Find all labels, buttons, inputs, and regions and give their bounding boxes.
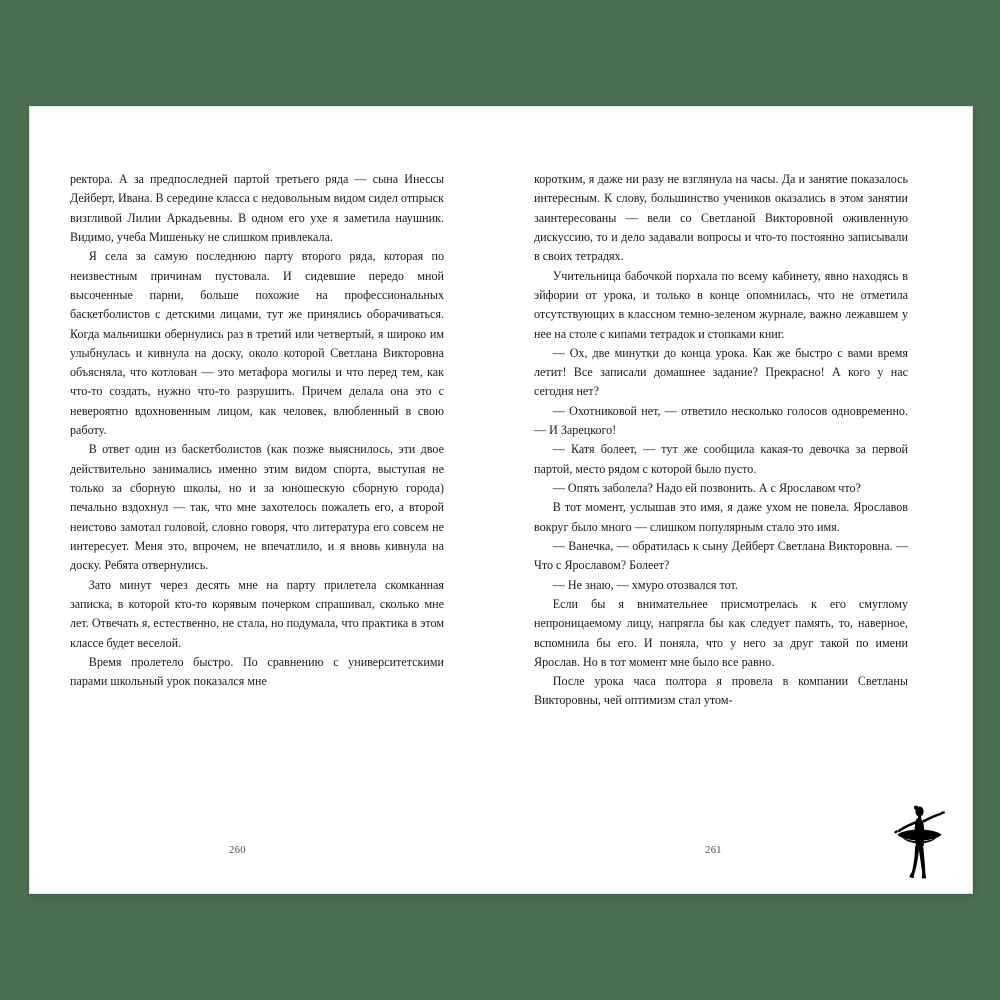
paragraph: Учительница бабочкой порхала по всему кабинету, явно находясь в эйфории от урока, и только в конце опомнилась, что не отметила отсутствующих в классном темно-зеленом журнале, важно лежавшем у нее на столе с кипами тетрадок и стопками книг. — [534, 268, 908, 341]
paragraph: Если бы я внимательнее присмотрелась к его смуглому непроницаемому лицу, напрягла бы как следует память, то, наверное, вспомнила бы его. И поняла, что у него за друг такой по имени Ярослав. Но в тот момент мне было все равно. — [534, 596, 908, 669]
paragraph: — Катя болеет, — тут же сообщила какая-то девочка за первой партой, место рядом с которой было пусто. — [534, 442, 908, 476]
paragraph: Время пролетело быстро. По сравнению с университетскими парами школьный урок показался мне — [70, 654, 444, 689]
paragraph: ректора. А за предпоследней партой третьего ряда — сына Инессы Дейберт, Ивана. В середине класса с недовольным видом сидел отпрыск визгливой Лилии Аркадьевны. В одном его ухе я заметила наушник. Видимо, учеба Мишеньку не слишком привлекала. — [70, 172, 444, 244]
paragraph: — Ох, две минутки до конца урока. Как же быстро с вами время летит! Все записали домашнее задание? Прекрасно! А кого у нас сегодня нет? — [534, 345, 908, 399]
paragraph: — Ванечка, — обратилась к сыну Дейберт Светлана Викторовна. — Что с Ярославом? Болеет? — [534, 538, 908, 573]
paragraph: После урока часа полтора я провела в компании Светланы Викторовны, чей оптимизм стал утом- — [534, 674, 908, 708]
paragraph: — Опять заболела? Надо ей позвонить. А с Ярославом что? — [552, 481, 861, 495]
paragraph: коротким, я даже ни разу не взглянула на часы. Да и занятие показалось интересным. К слову, большинство учеников оказались в этом занятии заинтересованы — вели со Светланой Викторовной оживленную дискуссию, то и дело задавали вопросы и что-то постоянно записывали в своих тетрадях. — [534, 172, 908, 264]
page-left — [30, 107, 501, 893]
paragraph: — Не знаю, — хмуро отозвался тот. — [552, 577, 738, 592]
paragraph: Зато минут через десять мне на парту прилетела скомканная записка, в которой кто-то корявым почерком спрашивал, сколько мне лет. Отвечать я, естественно, не стала, но подумала, что практика в этом классе будет веселой. — [70, 577, 444, 650]
paragraph: В тот момент, услышав это имя, я даже ухом не повела. Ярославов вокруг было много — слишком популярным стало это имя. — [534, 500, 908, 534]
page-number-left: 260 — [229, 845, 246, 856]
ballerina-silhouette-icon — [889, 799, 955, 883]
page-number-right: 261 — [705, 845, 722, 856]
left-page-textblock — [70, 170, 444, 691]
paragraph: — Охотниковой нет, — ответило несколько голосов одновременно. — И Зарецкого! — [534, 403, 908, 438]
page-right — [501, 107, 972, 893]
right-page-textblock — [534, 170, 908, 711]
paragraph: В ответ один из баскетболистов (как позже выяснилось, эти двое действительно занимались именно этим видом спорта, выступая не только за сборную школы, но и за юношескую сборную города) печально вздохнул — так, что мне захотелось пожалеть его, а второй неистово замотал головой, словно говоря, что литература его совсем не интересует. Меня это, впрочем, не впечатлило, и я вновь кивнула на доску. Ребята отвернулись. — [70, 442, 444, 573]
book-spread — [30, 107, 972, 893]
paragraph: Я села за самую последнюю парту второго ряда, которая по неизвестным причинам пустовала. И сидевшие передо мной высоченные парни, больше похожие на профессиональных баскетболистов с детскими лицами, тут же принялись оборачиваться. Когда мальчишки обернулись раз в третий или четвертый, я широко им улыбнулась и кивнула на доску, около которой Светлана Викторовна объясняла, что котлован — это метафора могилы и что перед тем, как что-то создать, нужно что-то разрушить. Причем делала она это с невероятно вдохновенным лицом, как человек, влюбленный в свою работу. — [70, 249, 444, 438]
